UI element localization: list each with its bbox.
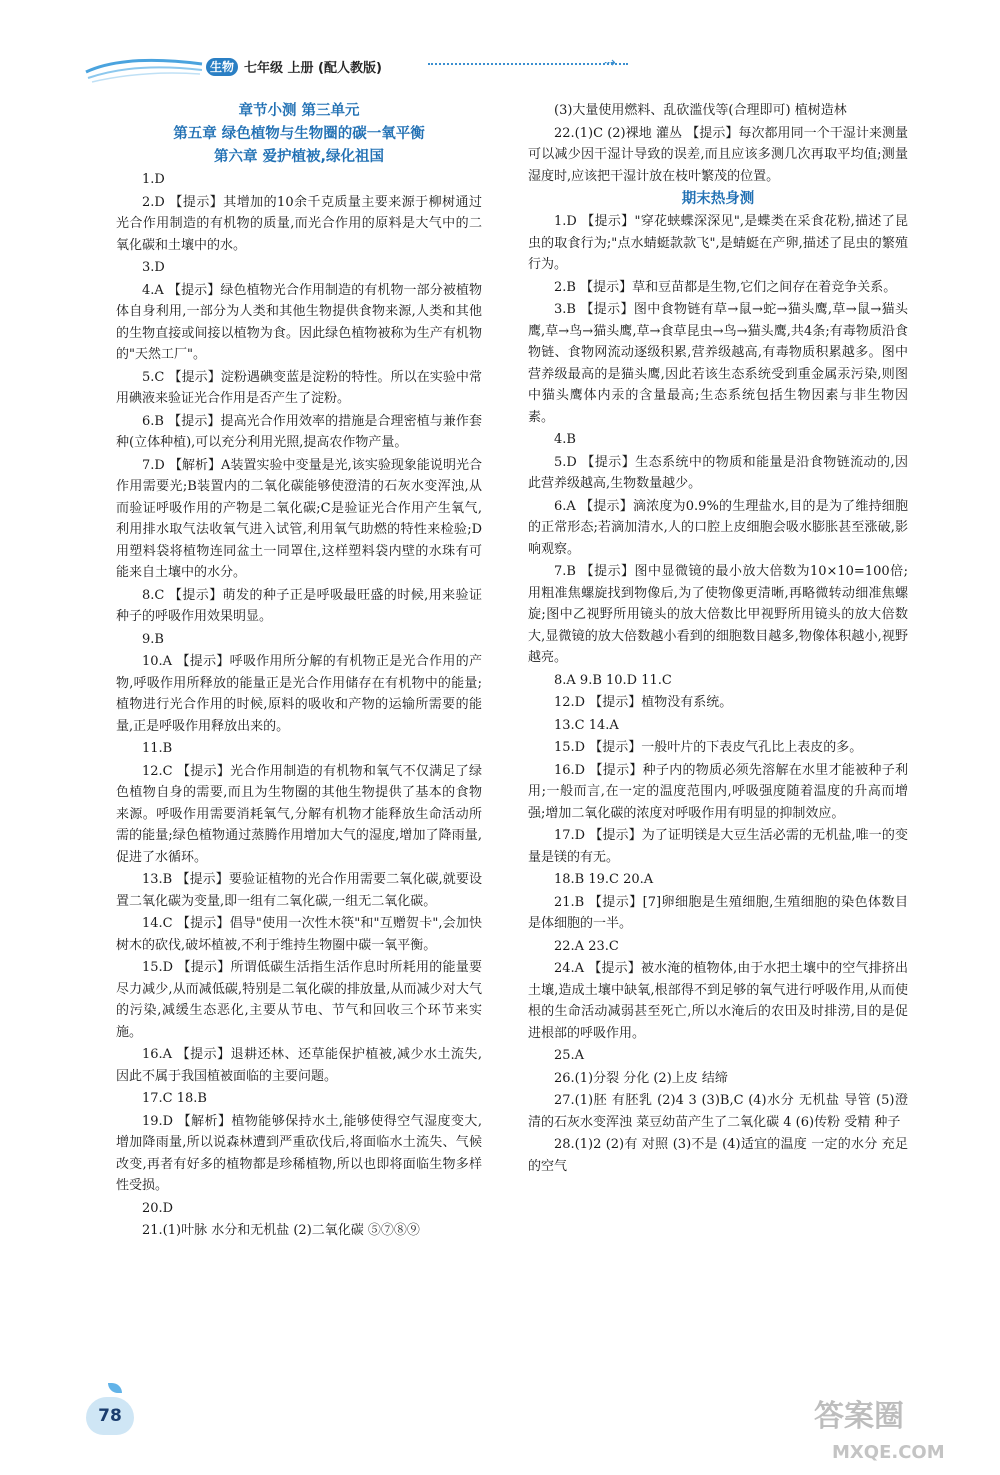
answer-item: 25.A xyxy=(554,1048,585,1063)
arrow-right-icon: ⇢ xyxy=(604,55,616,71)
answer-item: 24.A 【提示】被水淹的植物体,由于水把土壤中的空气排挤出土壤,造成土壤中缺氧,根部得不到足够的氧气进行呼吸作用,从而使根的生命活动减弱甚至死亡,所以水淹后的农田及时排涝,目的是促进根部的呼吸作用。 xyxy=(528,961,908,1041)
answer-item: 20.D xyxy=(142,1200,174,1216)
answer-item: 19.D 【解析】植物能够保持水土,能够使得空气湿度变大,增加降雨量,所以说森林遭到严重砍伐后,将面临水土流失、气候改变,再者有好多的植物都是珍稀植物,所以也即将面临生物多样性受损。 xyxy=(116,1113,482,1193)
answer-item: 2.B 【提示】草和豆苗都是生物,它们之间存在着竞争关系。 xyxy=(554,279,897,295)
subject-badge: 生物 xyxy=(206,58,238,76)
answer-item: 5.C 【提示】淀粉遇碘变蓝是淀粉的特性。所以在实验中常用碘液来验证光合作用是否产生了淀粉。 xyxy=(116,369,482,406)
answer-item-continued: 22.(1)C (2)裸地 灌丛 【提示】每次都用同一个干湿计来测量可以减少因干湿计导致的误差,而且应该多测几次再取平均值;测量湿度时,应该把干湿计放在枝叶繁茂的位置。 xyxy=(528,125,908,184)
answer-item: 9.B xyxy=(142,631,164,647)
chapter-6-title: 第六章 爱护植被,绿化祖国 xyxy=(213,149,385,165)
answer-item: 8.C 【提示】萌发的种子正是呼吸最旺盛的时候,用来验证种子的呼吸作用效果明显。 xyxy=(116,587,482,624)
page-header xyxy=(0,0,1000,95)
answer-item: 28.(1)2 (2)有 对照 (3)不是 (4)适宜的温度 一定的水分 充足的空气 xyxy=(528,1137,908,1174)
answer-item: 13.C 14.A xyxy=(554,717,619,733)
answer-item: 17.C 18.B xyxy=(142,1091,207,1106)
page-number: 78 xyxy=(86,1397,134,1435)
answer-item: 4.A 【提示】绿色植物光合作用制造的有机物一部分被植物体自身利用,一部分为人类和其他生物提供食物来源,人类和其他的生物直接或间接以植物为食。因此绿色植物被称为生产有机物的"天然工厂"。 xyxy=(116,282,482,362)
final-test-title: 期末热身测 xyxy=(681,191,755,207)
answer-item: 4.B xyxy=(554,432,576,447)
section-title: 章节小测 第三单元 xyxy=(238,103,360,119)
watermark-logo xyxy=(804,1388,974,1468)
answer-item: 26.(1)分裂 分化 (2)上皮 结缔 xyxy=(554,1070,728,1086)
answer-item: 3.D xyxy=(142,260,165,275)
answer-item: 3.B 【提示】图中食物链有草→鼠→蛇→猫头鹰,草→鼠→猫头鹰,草→鸟→猫头鹰,草→食草昆虫→鸟→猫头鹰,共4条;有毒物质沿食物链、食物网流动逐级积累,营养级越高,有毒物质积累越多。图中营养级最高的是猫头鹰,因此若该生态系统受到重金属汞污染,则图中猫头鹰体内汞的含量最高;生态系统包括生物因素与非生物因素。 xyxy=(528,302,908,425)
answer-item: 17.D 【提示】为了证明镁是大豆生活必需的无机盐,唯一的变量是镁的有无。 xyxy=(528,828,908,865)
answer-item: 5.D 【提示】生态系统中的物质和能量是沿食物链流动的,因此营养级越高,生物数量越少。 xyxy=(528,454,908,491)
leaf-icon xyxy=(108,1383,122,1393)
answer-item: 11.B xyxy=(142,741,173,756)
answer-item: 16.D 【提示】种子内的物质必须先溶解在水里才能被种子利用;一般而言,在一定的温度范围内,呼吸强度随着温度的升高而增强;增加二氧化碳的浓度对呼吸作用有明显的抑制效应。 xyxy=(528,762,908,821)
answer-item: 15.D 【提示】所谓低碳生活指生活作息时所耗用的能量要尽力减少,从而减低碳,特别是二氧化碳的排放量,从而减少对大气的污染,减缓生态恶化,主要从节电、节气和回收三个环节来实施。 xyxy=(116,960,482,1040)
watermark-text: 答案圈 xyxy=(814,1399,904,1434)
answer-item: 15.D 【提示】一般叶片的下表皮气孔比上表皮的多。 xyxy=(554,740,863,755)
answer-item: 12.D 【提示】植物没有系统。 xyxy=(554,695,733,710)
answer-item: 7.D 【解析】A装置实验中变量是光,该实验现象能说明光合作用需要光;B装置内的二氧化碳能够使澄清的石灰水变浑浊,从而验证呼吸作用的产物是二氧化碳;C是验证光合作用产生氧气,利用排水取气法收氧气进入试管,利用氧气助燃的特性来检验;D用塑料袋将植物连同盆土一同罩住,这样塑料袋内壁的水珠有可能来自土壤中的水分。 xyxy=(116,457,482,580)
answer-item: 12.C 【提示】光合作用制造的有机物和氧气不仅满足了绿色植物自身的需要,而且为生物圈的其他生物提供了基本的食物来源。呼吸作用需要消耗氧气,分解有机物才能释放生命活动所需的能量;绿色植物通过蒸腾作用增加大气的湿度,增加了降雨量,促进了水循环。 xyxy=(116,763,482,865)
answer-item: 8.A 9.B 10.D 11.C xyxy=(554,672,672,688)
header-swoosh-icon xyxy=(84,52,204,84)
answer-item: 16.A 【提示】退耕还林、还草能保护植被,减少水土流失,因此不属于我国植被面临的主要问题。 xyxy=(116,1047,482,1084)
answer-item: 14.C 【提示】倡导"使用一次性木筷"和"互赠贺卡",会加快树木的砍伐,破坏植被,不利于维持生物圈中碳一氧平衡。 xyxy=(116,916,482,953)
answer-item: 13.B 【提示】要验证植物的光合作用需要二氧化碳,就要设置二氧化碳为变量,即一组有二氧化碳,一组无二氧化碳。 xyxy=(116,872,482,909)
left-column xyxy=(116,100,482,1243)
answer-item-continued: (3)大量使用燃料、乱砍滥伐等(合理即可) 植树造林 xyxy=(554,103,847,118)
answer-item: 1.D xyxy=(142,172,165,187)
answer-item: 21.B 【提示】[7]卵细胞是生殖细胞,生殖细胞的染色体数目是体细胞的一半。 xyxy=(528,894,908,931)
chapter-5-title: 第五章 绿色植物与生物圈的碳一氧平衡 xyxy=(173,126,425,142)
answer-item: 1.D 【提示】"穿花蛱蝶深深见",是蝶类在采食花粉,描述了昆虫的取食行为;"点水蜻蜓款款飞",是蜻蜓在产卵,描述了昆虫的繁殖行为。 xyxy=(528,214,908,272)
answer-item: 2.D 【提示】其增加的10余千克质量主要来源于柳树通过光合作用制造的有机物的质量,而光合作用的原料是大气中的二氧化碳和土壤中的水。 xyxy=(116,194,482,253)
answer-item: 7.B 【提示】图中显微镜的最小放大倍数为10×10=100倍;用粗准焦螺旋找到物像后,为了使物像更清晰,再略微转动细准焦螺旋;图中乙视野所用镜头的放大倍数比甲视野所用镜头的放大倍数大,显微镜的放大倍数越小看到的细胞数目越多,物像体积越小,视野越亮。 xyxy=(528,564,908,665)
header-dotted-line xyxy=(428,63,628,65)
right-column xyxy=(528,100,908,1178)
answer-item: 22.A 23.C xyxy=(554,938,619,954)
answer-item: 10.A 【提示】呼吸作用所分解的有机物正是光合作用的产物,呼吸作用所释放的能量正是光合作用储存在有机物中的能量;植物进行光合作用的时候,原料的吸收和产物的运输所需要的能量,正是呼吸作用释放出来的。 xyxy=(116,654,482,734)
book-title: 七年级 上册 (配人教版) xyxy=(244,61,382,76)
answer-item: 18.B 19.C 20.A xyxy=(554,872,654,887)
answer-item: 6.A 【提示】滴浓度为0.9%的生理盐水,目的是为了维持细胞的正常形态;若滴加清水,人的口腔上皮细胞会吸水膨胀甚至涨破,影响观察。 xyxy=(528,498,908,557)
answer-item: 6.B 【提示】提高光合作用效率的措施是合理密植与兼作套种(立体种植),可以充分利用光照,提高农作物产量。 xyxy=(116,413,482,450)
answer-item: 21.(1)叶脉 水分和无机盐 (2)二氧化碳 ⑤⑦⑧⑨ xyxy=(142,1223,420,1238)
answer-item: 27.(1)胚 有胚乳 (2)4 3 (3)B,C (4)水分 无机盐 导管 (5)澄清的石灰水变浑浊 菜豆幼苗产生了二氧化碳 4 (6)传粉 受精 种子 xyxy=(528,1093,908,1130)
watermark-url: MXQE.COM xyxy=(832,1442,945,1463)
